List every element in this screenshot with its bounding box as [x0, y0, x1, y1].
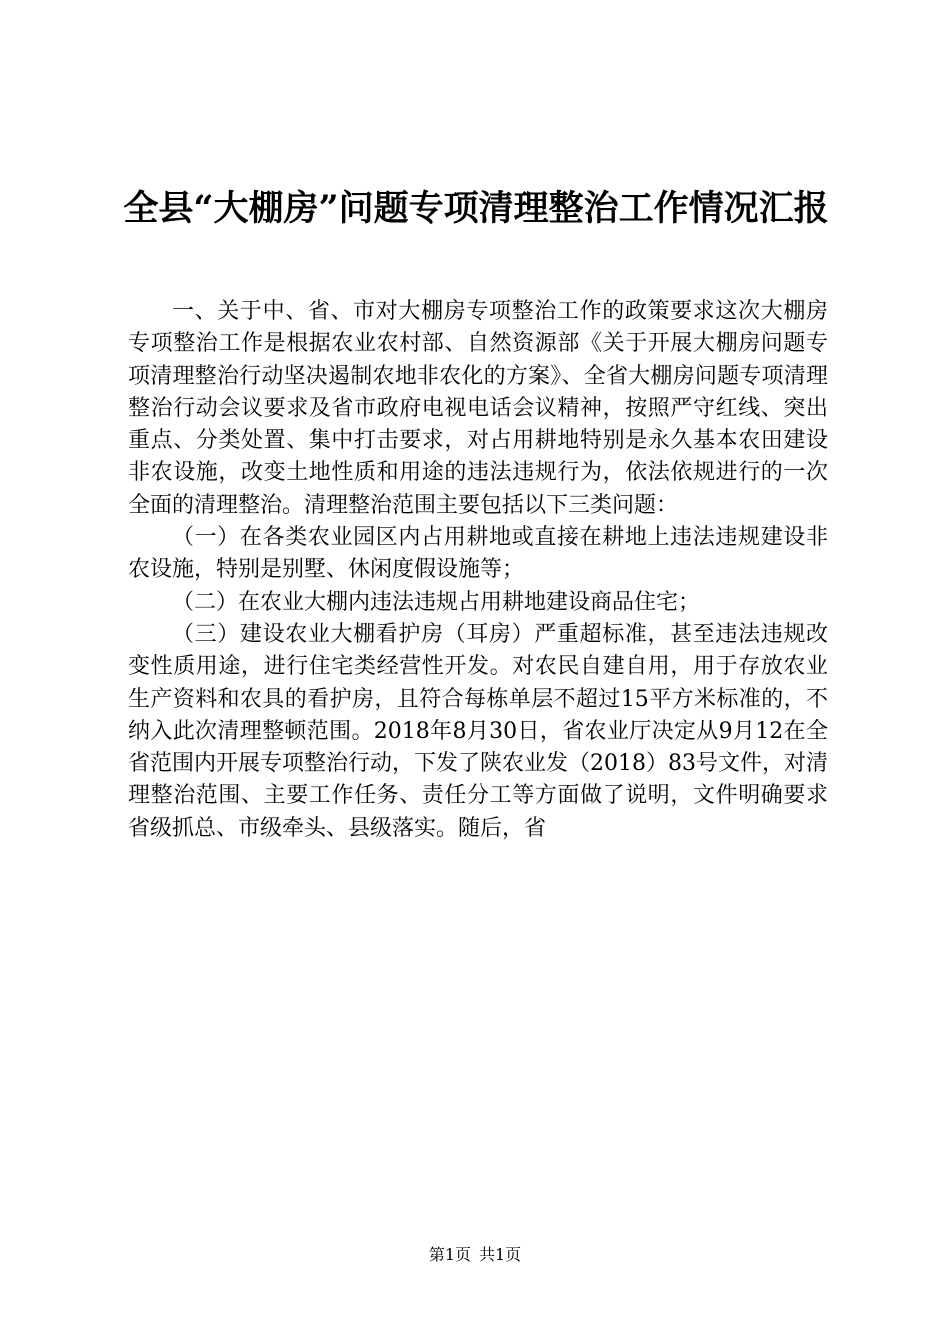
document-body: [128, 296, 828, 845]
document-title: 全县“大棚房”问题专项清理整治工作情况汇报: [123, 188, 829, 229]
paragraph-item-3: （三）建设农业大棚看护房（耳房）严重超标准，甚至违法违规改变性质用途，进行住宅类经营性开发。对农民自建自用，用于存放农业生产资料和农具的看护房，且符合每栋单层不超过15平方米标准的，不纳入此次清理整顿范围。2018年8月30日，省农业厅决定从9月12在全省范围内开展专项整治行动，下发了陕农业发（2018）83号文件，对清理整治范围、主要工作任务、责任分工等方面做了说明，文件明确要求省级抓总、市级牵头、县级落实。随后，省: [128, 621, 828, 841]
paragraph-item-1: （一）在各类农业园区内占用耕地或直接在耕地上违法违规建设非农设施，特别是别墅、休闲度假设施等；: [128, 525, 828, 583]
page-footer: [0, 1244, 950, 1266]
page-number: 第1页: [428, 1245, 471, 1264]
paragraph-policy-requirements: 一、关于中、省、市对大棚房专项整治工作的政策要求这次大棚房专项整治工作是根据农业农村部、自然资源部《关于开展大棚房问题专项清理整治行动坚决遏制农地非农化的方案》、全省大棚房问题专项清理整治行动会议要求及省市政府电视电话会议精神，按照严守红线、突出重点、分类处置、集中打击要求，对占用耕地特别是永久基本农田建设非农设施，改变土地性质和用途的违法违规行为，依法依规进行的一次全面的清理整治。清理整治范围主要包括以下三类问题：: [128, 299, 828, 518]
paragraph-item-2: （二）在农业大棚内违法违规占用耕地建设商品住宅；: [172, 589, 701, 615]
page-total: 共1页: [479, 1245, 522, 1264]
